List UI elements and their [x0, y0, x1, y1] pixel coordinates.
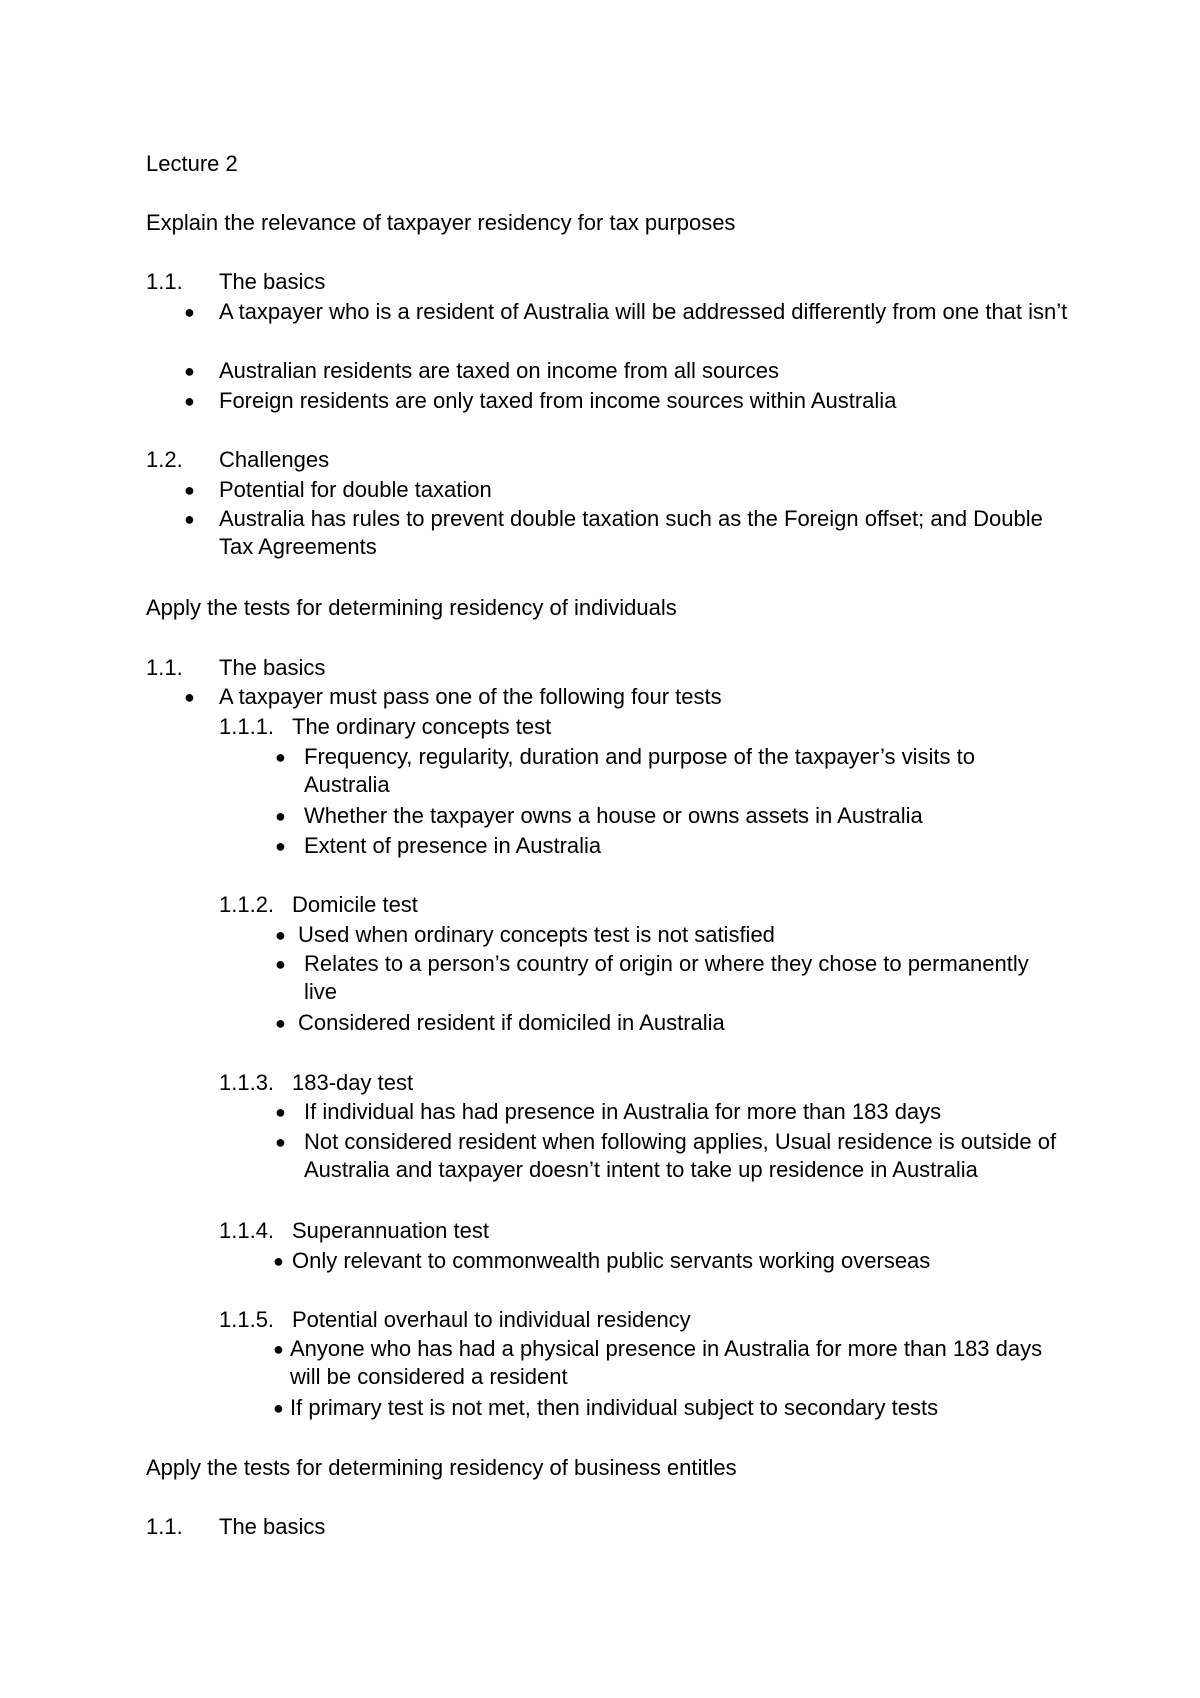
section-heading: Explain the relevance of taxpayer residency for tax purposes — [146, 210, 736, 235]
bullet-icon: ● — [184, 302, 195, 322]
section-heading: Apply the tests for determining residency of business entitles — [146, 1455, 737, 1480]
subsection-title: The basics — [219, 269, 326, 294]
list-item: Foreign residents are only taxed from income sources within Australia — [219, 388, 897, 413]
subsection-number: 1.1. — [146, 655, 183, 680]
list-item: A taxpayer who is a resident of Australia will be addressed differently from one that isn’t — [219, 299, 1068, 324]
list-item: Extent of presence in Australia — [304, 833, 602, 858]
list-item: Anyone who has had a physical presence in Australia for more than 183 days will be considered a resident — [290, 1336, 1043, 1389]
subsection-title: Challenges — [219, 447, 330, 472]
subsection-number: 1.1.2. — [219, 892, 275, 917]
subsection-number: 1.1.4. — [219, 1218, 275, 1243]
subsection-title: The basics — [219, 1514, 326, 1539]
subsection-number: 1.2. — [146, 447, 183, 472]
subsection-number: 1.1. — [146, 269, 183, 294]
subsection-number: 1.1.5. — [219, 1307, 275, 1332]
list-item: If primary test is not met, then individual subject to secondary tests — [290, 1395, 939, 1420]
bullet-icon: ● — [275, 954, 286, 974]
bullet-icon: ● — [275, 806, 286, 826]
bullet-icon: ● — [275, 925, 286, 945]
subsection-number: 1.1.3. — [219, 1070, 275, 1095]
subsection-title: Domicile test — [292, 892, 418, 917]
list-item: Only relevant to commonwealth public servants working overseas — [292, 1248, 931, 1273]
list-item: Potential for double taxation — [219, 477, 492, 502]
bullet-icon: ● — [275, 1102, 286, 1122]
subsection-title: Superannuation test — [292, 1218, 489, 1243]
list-item: Considered resident if domiciled in Australia — [298, 1010, 725, 1035]
subsection-title: 183-day test — [292, 1070, 414, 1095]
subsection-title: Potential overhaul to individual residency — [292, 1307, 691, 1332]
subsection-number: 1.1.1. — [219, 714, 275, 739]
bullet-icon: ● — [275, 836, 286, 856]
list-item: Used when ordinary concepts test is not satisfied — [298, 922, 775, 947]
subsection-number: 1.1. — [146, 1514, 183, 1539]
list-item: Whether the taxpayer owns a house or owns assets in Australia — [304, 803, 923, 828]
bullet-icon: ● — [184, 391, 195, 411]
bullet-icon: ● — [184, 509, 195, 529]
list-item: Relates to a person’s country of origin or where they chose to permanently live — [304, 951, 1029, 1004]
bullet-icon: ● — [184, 361, 195, 381]
bullet-icon: ● — [184, 687, 195, 707]
list-item: Australian residents are taxed on income from all sources — [219, 358, 780, 383]
list-item: Australia has rules to prevent double taxation such as the Foreign offset; and Double Tax Agreements — [219, 506, 1043, 559]
document-title: Lecture 2 — [146, 151, 238, 176]
subsection-title: The basics — [219, 655, 326, 680]
list-item: A taxpayer must pass one of the following four tests — [219, 684, 722, 709]
list-item: Frequency, regularity, duration and purpose of the taxpayer’s visits to Australia — [304, 744, 975, 797]
list-item: If individual has had presence in Australia for more than 183 days — [304, 1099, 942, 1124]
bullet-icon: ● — [273, 1339, 284, 1359]
bullet-icon: ● — [273, 1251, 284, 1271]
bullet-icon: ● — [273, 1398, 284, 1418]
list-item: Not considered resident when following applies, Usual residence is outside of Australia and taxpayer doesn’t intent to take up residence in Australia — [304, 1129, 1057, 1182]
subsection-title: The ordinary concepts test — [292, 714, 552, 739]
bullet-icon: ● — [275, 1013, 286, 1033]
bullet-icon: ● — [184, 480, 195, 500]
bullet-icon: ● — [275, 747, 286, 767]
section-heading: Apply the tests for determining residency of individuals — [146, 595, 677, 620]
bullet-icon: ● — [275, 1132, 286, 1152]
